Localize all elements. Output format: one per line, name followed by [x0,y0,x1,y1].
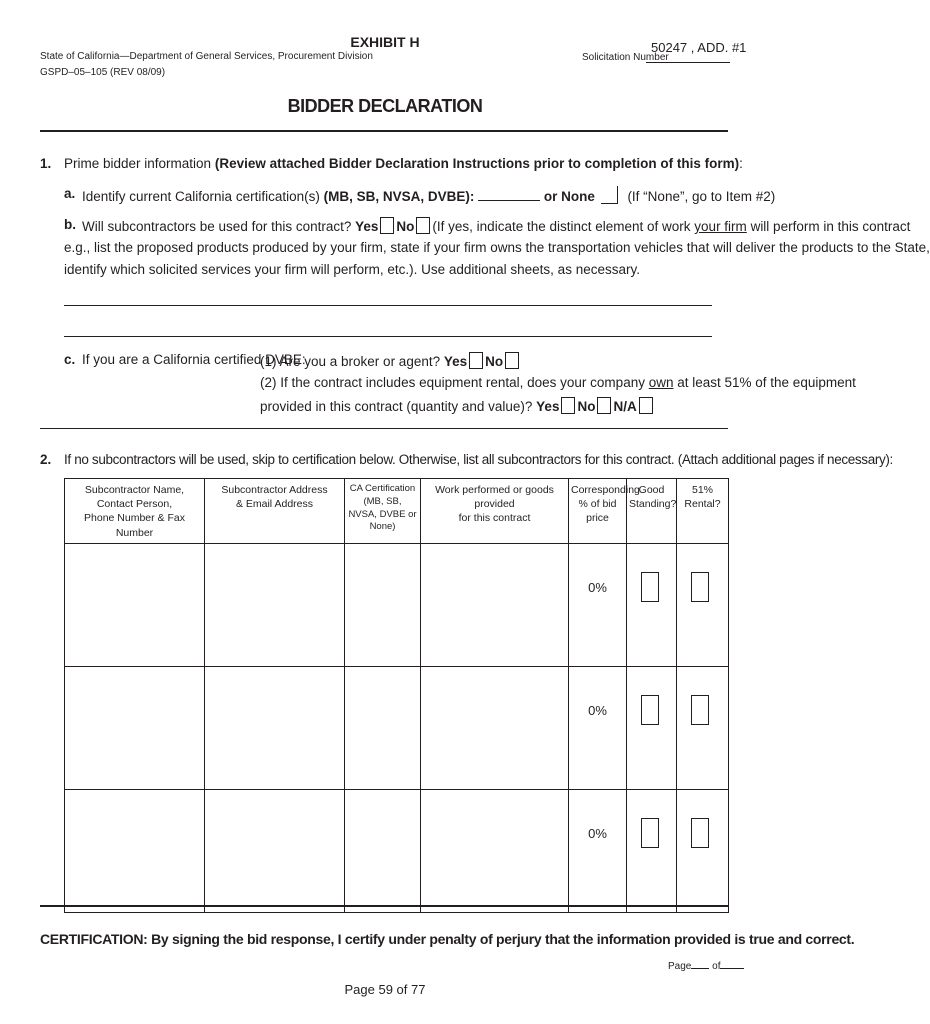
page-footer: Page 59 of 77 [344,982,426,997]
broker-yes-checkbox[interactable] [469,352,483,369]
rental-checkbox[interactable] [691,695,709,725]
or-none-label: or None [543,189,595,204]
solicitation-label: Solicitation Number [582,52,669,63]
page-of-field [668,961,744,972]
good-standing-checkbox[interactable] [641,695,659,725]
item1b-line3: identify which solicited services your firm will perform, etc.). Use additional sheets, as necessary. [64,262,640,277]
item1b-after2: will perform in this contract [746,219,911,234]
work-performed-cell[interactable] [421,789,569,912]
item1c-q2-line2-row [260,397,655,414]
item2-number: 2. [40,452,52,467]
item1a-row [82,186,775,204]
certification-divider [40,905,728,907]
certification-cell[interactable] [345,666,421,789]
page-number-input[interactable] [691,968,709,969]
col-header-subcontractor-name: Subcontractor Name, Contact Person, Phone Number & Fax Number [65,479,205,544]
subcontractor-name-cell[interactable] [65,666,205,789]
rental-no-checkbox[interactable] [597,397,611,414]
item1c-q2-row [260,375,856,390]
form-title: BIDDER DECLARATION [287,96,483,116]
item1-text: Prime bidder information [64,156,215,171]
work-performed-cell[interactable] [421,543,569,666]
table-row [65,666,729,789]
work-description-line-2[interactable] [64,336,712,337]
broker-no-label: No [485,354,504,369]
bid-percent-value: 0% [588,825,607,841]
subcontractors-no-checkbox[interactable] [416,217,430,234]
no-label: No [396,219,415,234]
rental-yes-label: Yes [536,399,560,414]
broker-yes-label: Yes [443,354,468,369]
rental-na-label: N/A [613,399,637,414]
own-text: own [648,375,674,390]
bid-percent-value: 0% [588,579,607,595]
item2-text: If no subcontractors will be used, skip to certification below. Otherwise, list all subcontractors for this contract. (Attach additional pages if necessary): [64,452,893,467]
work-description-line-1[interactable] [64,305,712,306]
none-checkbox[interactable] [601,186,618,204]
rental-cell [677,543,729,666]
rental-checkbox[interactable] [691,818,709,848]
certification-cell[interactable] [345,543,421,666]
subcontractor-table [64,478,729,913]
item1a-cert-types: (MB, SB, NVSA, DVBE): [323,189,475,204]
solicitation-underline [646,62,730,63]
address-cell[interactable] [205,789,345,912]
certification-statement: CERTIFICATION: By signing the bid response, I certify under penalty of perjury that the information provided is true and correct. [40,931,855,947]
bid-percent-cell[interactable] [569,543,627,666]
good-standing-checkbox[interactable] [641,572,659,602]
subcontractor-name-cell[interactable] [65,789,205,912]
bid-percent-cell[interactable] [569,666,627,789]
broker-no-checkbox[interactable] [505,352,519,369]
item1c-q2-line2: provided in this contract (quantity and value)? [260,399,533,414]
item1-instructions: (Review attached Bidder Declaration Instructions prior to completion of this form) [214,156,740,171]
subcontractors-yes-checkbox[interactable] [380,217,394,234]
bid-percent-value: 0% [588,702,607,718]
good-standing-cell [627,789,677,912]
col-header-rental: 51% Rental? [677,479,729,544]
rental-cell [677,666,729,789]
certification-input[interactable] [478,188,540,201]
item1b-line2: e.g., list the proposed products produced by your firm, state if your firm owns the transportation vehicles that will deliver the products to the State, [64,240,930,255]
rental-cell [677,789,729,912]
rental-no-label: No [577,399,596,414]
agency-name: State of California—Department of General Services, Procurement Division [40,51,373,62]
item1b-text: Will subcontractors be used for this contract? [82,219,352,234]
item1c-label: If you are a California certified DVBE: [82,352,306,367]
col-header-address: Subcontractor Address & Email Address [205,479,345,544]
bid-percent-cell[interactable] [569,789,627,912]
yes-label: Yes [355,219,379,234]
item1a-letter: a. [64,186,76,201]
address-cell[interactable] [205,543,345,666]
good-standing-cell [627,543,677,666]
item1c-q1-row [260,352,521,369]
work-performed-cell[interactable] [421,666,569,789]
item1-heading [64,156,743,171]
good-standing-cell [627,666,677,789]
table-row [65,543,729,666]
item1c-q2-post: at least 51% of the equipment [673,375,856,390]
exhibit-label: EXHIBIT H [350,34,420,50]
page-total-input[interactable] [720,968,744,969]
certification-cell[interactable] [345,789,421,912]
rental-yes-checkbox[interactable] [561,397,575,414]
rental-na-checkbox[interactable] [639,397,653,414]
col-header-certification: CA Certification (MB, SB, NVSA, DVBE or None) [345,479,421,544]
item1b-row [82,217,910,234]
section-divider [40,428,728,429]
solicitation-number-field[interactable]: 50247 , ADD. #1 [651,40,747,55]
item1c-q1: (1) Are you a broker or agent? [260,354,441,369]
title-divider [40,130,728,132]
table-header-row [65,479,729,544]
col-header-bid-percent: Corresponding % of bid price [569,479,627,544]
col-header-good-standing: Good Standing? [627,479,677,544]
page-label: Page [668,961,692,972]
item1c-letter: c. [64,352,76,367]
item1c-q2-pre: (2) If the contract includes equipment rental, does your company [260,375,649,390]
item1-colon: : [739,156,743,171]
item1-number: 1. [40,156,52,171]
of-label: of [712,961,721,972]
item1b-after1: (If yes, indicate the distinct element of work [432,219,695,234]
address-cell[interactable] [205,666,345,789]
good-standing-checkbox[interactable] [641,818,659,848]
item1a-note: (If “None”, go to Item #2) [627,189,776,204]
your-firm-text: your firm [694,219,747,234]
form-number: GSPD–05–105 (REV 08/09) [40,67,166,78]
item1b-letter: b. [64,217,76,232]
table-row [65,789,729,912]
rental-checkbox[interactable] [691,572,709,602]
item1a-text: Identify current California certification(s) [82,189,324,204]
col-header-work-performed: Work performed or goods provided for this contract [421,479,569,544]
subcontractor-name-cell[interactable] [65,543,205,666]
